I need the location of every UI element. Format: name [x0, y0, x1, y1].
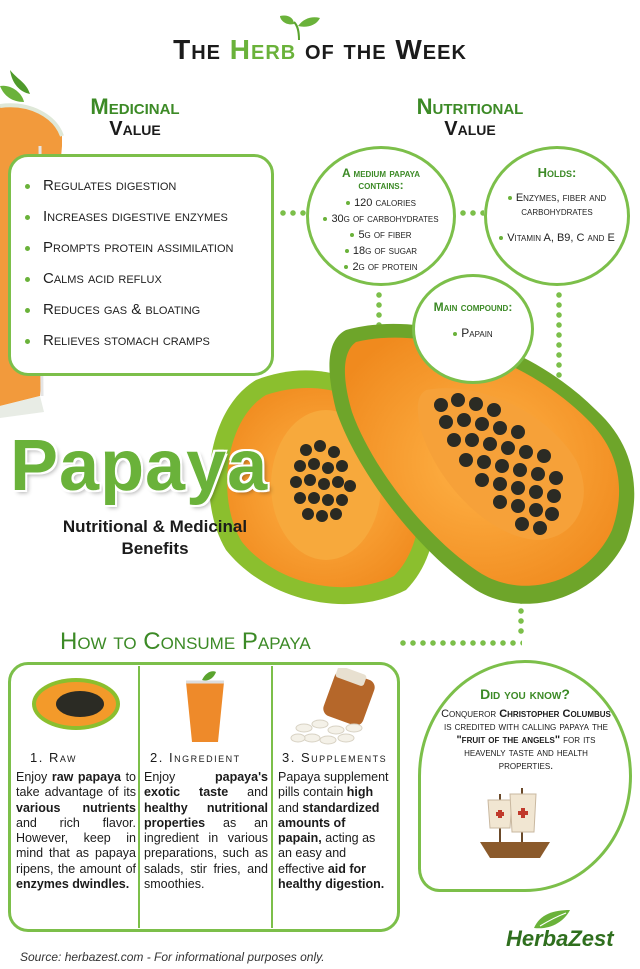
smoothie-image	[180, 670, 230, 746]
holds-title: Holds:	[537, 165, 577, 180]
hero-subtitle	[30, 516, 280, 560]
list-item: 18g of sugar	[309, 243, 453, 259]
list-item: 120 calories	[309, 195, 453, 211]
column-text-ingredient: Enjoy papaya's exotic taste and healthy nutritional properties as an ingredient in various preparations, such as salads, stir fries, and smoothies.	[144, 770, 268, 892]
ship-image	[470, 784, 560, 864]
list-item: Reduces gas & bloating	[25, 301, 261, 332]
connector-dots	[458, 210, 484, 216]
connector-dots	[398, 640, 522, 646]
list-item: Prompts protein assimilation	[25, 239, 261, 270]
nutritional-value-title	[388, 96, 552, 140]
nutrition-contains-circle	[306, 146, 456, 286]
column-title-raw: 1. Raw	[30, 750, 78, 765]
page-title	[0, 34, 640, 66]
column-divider	[138, 666, 140, 928]
nutritional-title-line2: Value	[444, 118, 496, 140]
medicinal-value-title	[70, 96, 200, 140]
list-item: 30g of carbohydrates	[309, 211, 453, 227]
column-divider	[271, 666, 273, 928]
list-item: Relieves stomach cramps	[25, 332, 261, 363]
list-item: Regulates digestion	[25, 177, 261, 208]
medicinal-title-line2: Value	[109, 118, 161, 140]
consume-section-title: How to Consume Papaya	[60, 628, 311, 655]
list-item: Enzymes, fiber and carbohydrates	[495, 191, 619, 219]
list-item: Papain	[415, 325, 531, 341]
contains-title: A medium papaya contains:	[341, 166, 420, 192]
connector-dots	[278, 210, 308, 216]
title-of-the-week: of the Week	[296, 34, 467, 65]
title-the: The	[173, 34, 230, 65]
papaya-half-image	[30, 674, 122, 734]
subtitle-line1: Nutritional & Medicinal	[62, 517, 248, 536]
list-item: Calms acid reflux	[25, 270, 261, 301]
list-item: Increases digestive enzymes	[25, 208, 261, 239]
list-item: 5g of fiber	[309, 227, 453, 243]
brand-logo: HerbaZest	[506, 926, 614, 951]
column-title-supplements: 3. Supplements	[282, 750, 388, 765]
papaya-heading: Papaya	[10, 426, 269, 506]
did-you-know-text: Conqueror Christopher Columbus is credited with calling papaya the "fruit of the angels" for its heavenly taste and health properties.	[441, 708, 611, 772]
source-note: Source: herbazest.com - For informational purposes only.	[20, 950, 325, 964]
column-text-raw: Enjoy raw papaya to take advantage of its various nutrients and rich flavor. However, keep in mind that as papaya ripens, the amount of enzymes dwindles.	[16, 770, 136, 892]
nutrition-holds-circle	[484, 146, 630, 286]
main-compound-circle	[412, 274, 534, 384]
list-item: 2g of protein	[309, 259, 453, 275]
column-title-ingredient: 2. Ingredient	[150, 750, 241, 765]
column-text-supplements: Papaya supplement pills contain high and standardized amounts of papain, acting as an easy and effective aid for healthy digestion.	[278, 770, 389, 892]
list-item: Vitamin A, B9, C and E	[495, 231, 619, 245]
medicinal-title-line1: Medicinal	[90, 94, 180, 119]
nutritional-title-line1: Nutritional	[416, 94, 524, 119]
supplement-pills-image	[290, 668, 386, 746]
compound-title: Main compound:	[433, 300, 513, 314]
did-you-know-title: Did you know?	[480, 686, 570, 702]
subtitle-line2: Benefits	[121, 539, 189, 558]
title-herb: Herb	[229, 34, 297, 65]
